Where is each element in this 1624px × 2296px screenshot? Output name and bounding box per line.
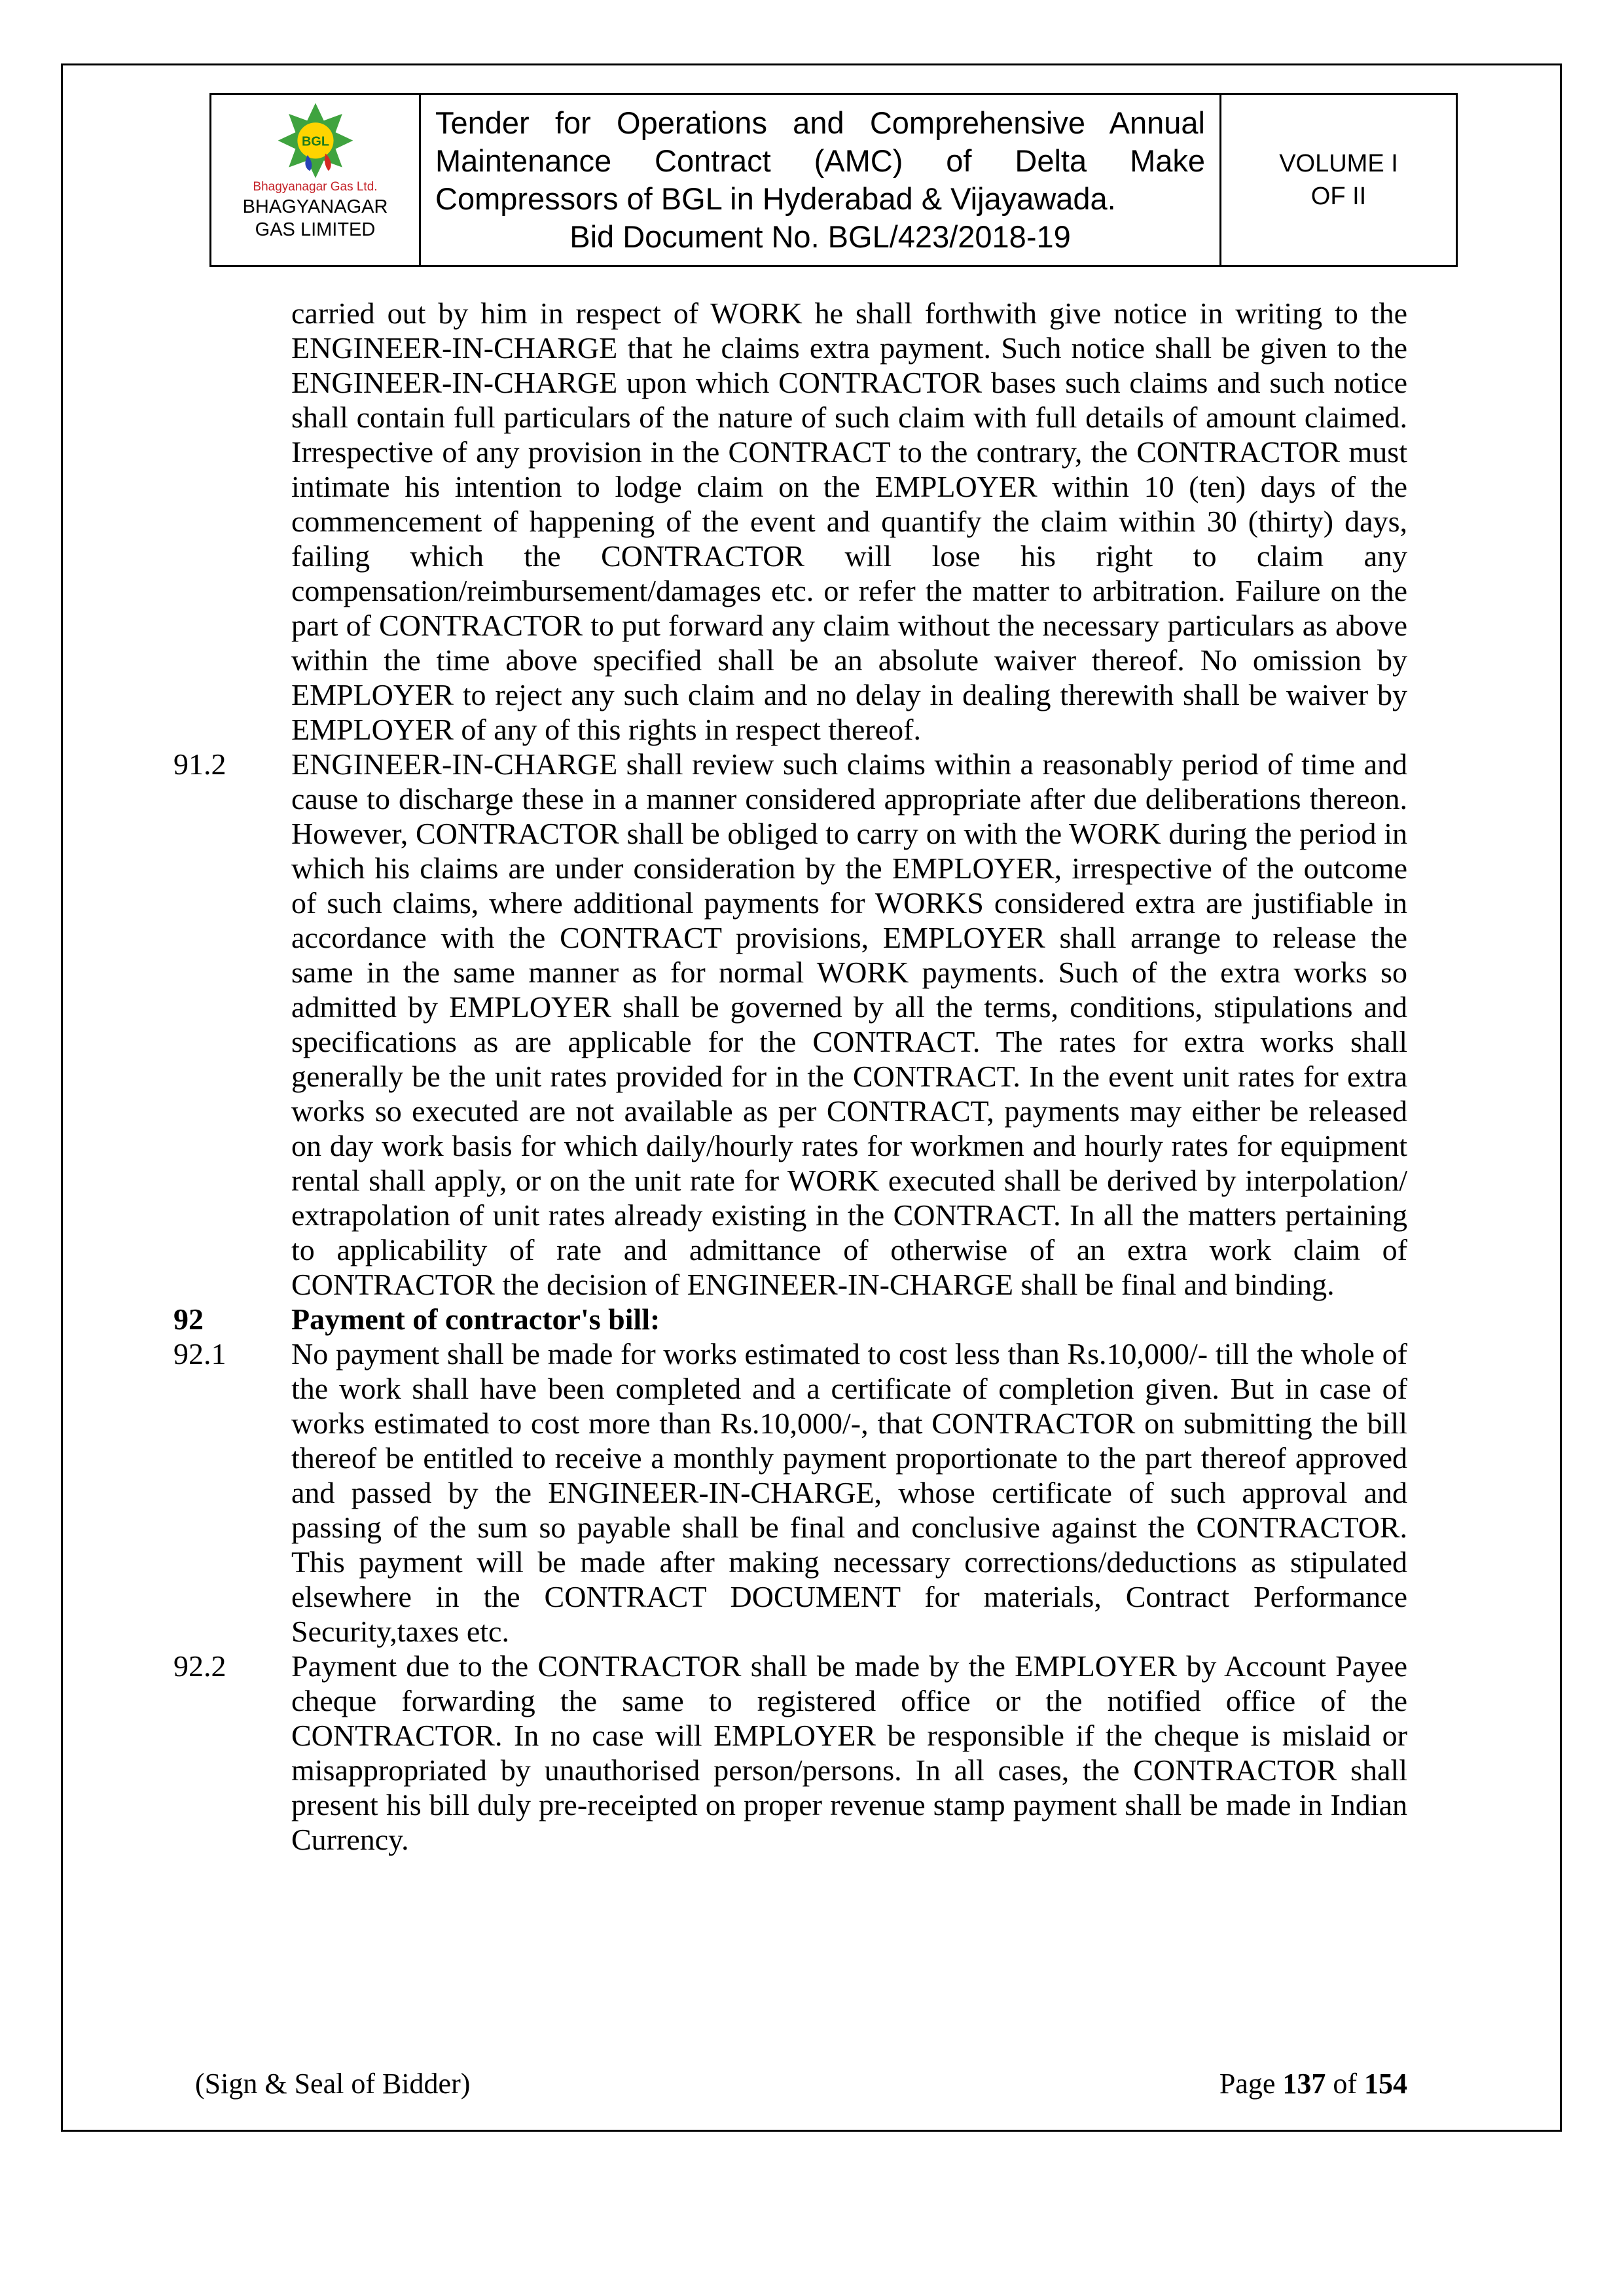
tender-title: Tender for Operations and Comprehensive Annual Maintenance Contract (AMC) of Delta Make Compressors of BGL in Hyderabad & Vijayawada. bbox=[435, 105, 1205, 216]
header-table bbox=[209, 93, 1458, 267]
page-current: 137 bbox=[1282, 2068, 1326, 2100]
title-cell bbox=[421, 95, 1221, 265]
bgl-logo-icon bbox=[266, 100, 365, 184]
clause-heading-text: Payment of contractor's bill: bbox=[291, 1302, 660, 1336]
svg-text:BGL: BGL bbox=[301, 134, 329, 149]
clause-text: carried out by him in respect of WORK he shall forthwith give notice in writing to the ENGINEER-IN-CHARGE that he claims extra payment. Such notice shall be given to the ENGINEER-IN-CHARGE upon which CONTRACTOR bases such claims and such notice shall contain full particulars of the nature of such claim with full details of amount claimed. Irrespective of any provision in the CONTRACT to the contrary, the CONTRACTOR must intimate his intention to lodge claim on the EMPLOYER within 10 (ten) days of the commencement of happening of the event and quantify the claim within 30 (thirty) days, failing which the CONTRACTOR will lose his right to claim any compensation/reimbursement/damages etc. or refer the matter to arbitration. Failure on the part of CONTRACTOR to put forward any claim without the necessary particulars as above within the time above specified shall be an absolute waiver thereof. No omission by EMPLOYER to reject any such claim and no delay in dealing therewith shall be waiver by EMPLOYER of any of this rights in respect thereof. bbox=[291, 296, 1407, 746]
clause-number: 92 bbox=[173, 1302, 204, 1336]
clause-text: No payment shall be made for works estimated to cost less than Rs.10,000/- till the whole of the work shall have been completed and a certificate of completion given. But in case of works estimated to cost more than Rs.10,000/-, that CONTRACTOR on submitting the bill thereof be entitled to receive a monthly payment proportionate to the part thereof approved and passed by the ENGINEER-IN-CHARGE, whose certificate of such approval and passing of the sum so payable shall be final and conclusive against the CONTRACTOR. This payment will be made after making necessary corrections/deductions as stipulated elsewhere in the CONTRACT DOCUMENT for materials, Contract Performance Security,taxes etc. bbox=[291, 1337, 1407, 1648]
paragraph-92-2 bbox=[173, 1649, 1407, 1857]
page-footer bbox=[195, 2067, 1407, 2100]
sign-seal-note: (Sign & Seal of Bidder) bbox=[195, 2068, 471, 2100]
clause-text: Payment due to the CONTRACTOR shall be made by the EMPLOYER by Account Payee cheque forwarding the same to registered office or the notified office of the CONTRACTOR. In no case will EMPLOYER be responsible if the cheque is mislaid or misappropriated by unauthorised person/persons. In all cases, the CONTRACTOR shall present his bill duly pre-receipted on proper revenue stamp payment shall be made in Indian Currency. bbox=[291, 1649, 1407, 1856]
paragraph-91-2 bbox=[173, 747, 1407, 1302]
clause-text: ENGINEER-IN-CHARGE shall review such claims within a reasonably period of time and cause to discharge these in a manner considered appropriate after due deliberations thereon. However, CONTRACTOR shall be obliged to carry on with the WORK during the period in which his claims are under consideration by the EMPLOYER, irrespective of the outcome of such claims, where additional payments for WORKS considered extra are justifiable in accordance with the CONTRACT provisions, EMPLOYER shall arrange to release the same in the same manner as for normal WORK payments. Such of the extra works so admitted by EMPLOYER shall be governed by all the terms, conditions, stipulations and specifications as are applicable for the CONTRACT. The rates for extra works shall generally be the unit rates provided for in the CONTRACT. In the event unit rates for extra works so executed are not available as per CONTRACT, payments may either be released on day work basis for which daily/hourly rates for workmen and hourly rates for equipment rental shall apply, or on the unit rate for WORK executed shall be derived by interpolation/ extrapolation of unit rates already existing in the CONTRACT. In all the matters pertaining to applicability of rate and admittance of otherwise of an extra work claim of CONTRACTOR the decision of ENGINEER-IN-CHARGE shall be final and binding. bbox=[291, 747, 1407, 1301]
paragraph-continuation bbox=[173, 296, 1407, 747]
page-word: Page bbox=[1219, 2068, 1276, 2100]
paragraph-92-1 bbox=[173, 1336, 1407, 1649]
of-word: of bbox=[1333, 2068, 1357, 2100]
paragraph-92-heading bbox=[173, 1302, 1407, 1336]
logo-caption: Bhagyanagar Gas Ltd. bbox=[253, 180, 378, 194]
company-name: BHAGYANAGAR GAS LIMITED bbox=[242, 196, 388, 240]
clause-number: 91.2 bbox=[173, 747, 226, 781]
logo-cell bbox=[211, 95, 421, 265]
volume-cell bbox=[1221, 95, 1456, 265]
page-total: 154 bbox=[1364, 2068, 1407, 2100]
bid-document-number: Bid Document No. BGL/423/2018-19 bbox=[569, 219, 1071, 254]
clause-number: 92.1 bbox=[173, 1337, 226, 1371]
document-body bbox=[173, 296, 1407, 1857]
volume-line-1: VOLUME I bbox=[1279, 150, 1398, 177]
page-number bbox=[1219, 2067, 1407, 2100]
clause-number: 92.2 bbox=[173, 1649, 226, 1683]
volume-line-2: OF II bbox=[1310, 183, 1367, 210]
